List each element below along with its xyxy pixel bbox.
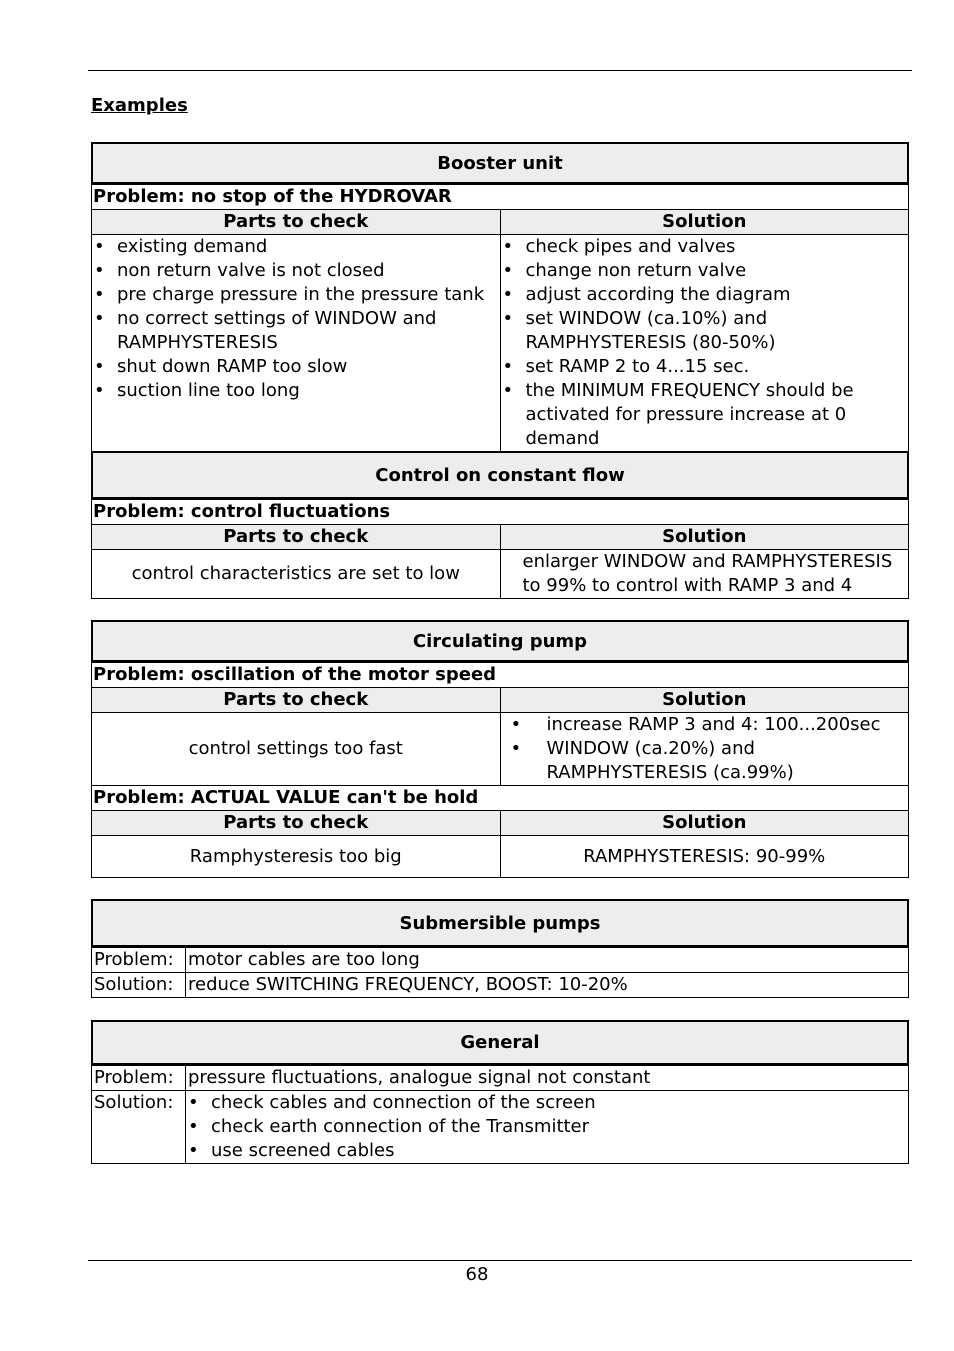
general-table: [91, 1020, 909, 1164]
list-item: • suction line too long: [94, 379, 498, 403]
examples-heading: Examples: [91, 95, 188, 116]
list-item: • pre charge pressure in the pressure tank: [94, 283, 498, 307]
list-item: • change non return valve: [503, 259, 907, 283]
circ-problem-1: Problem: oscillation of the motor speed: [92, 663, 909, 688]
booster-parts-header: Parts to check: [92, 210, 501, 235]
general-problem: pressure fluctuations, analogue signal not constant: [186, 1066, 909, 1091]
circ-part-2: Ramphysteresis too big: [92, 836, 501, 878]
submersible-pumps-title: Submersible pumps: [91, 899, 909, 947]
general-problem-label: Problem:: [92, 1066, 186, 1091]
list-item: • set WINDOW (ca.10%) and RAMPHYSTERESIS (80-50%): [503, 307, 907, 355]
top-rule: [88, 70, 912, 71]
list-item: • non return valve is not closed: [94, 259, 498, 283]
list-item: • increase RAMP 3 and 4: 100...200sec: [503, 713, 907, 737]
list-item: • set RAMP 2 to 4...15 sec.: [503, 355, 907, 379]
sub-solution: reduce SWITCHING FREQUENCY, BOOST: 10-20%: [186, 973, 909, 998]
circulating-pump-table: [91, 620, 909, 878]
flow-parts-header: Parts to check: [92, 525, 501, 550]
circ-problem-2: Problem: ACTUAL VALUE can't be hold: [92, 786, 909, 811]
list-item: • existing demand: [94, 235, 498, 259]
list-item: • check pipes and valves: [503, 235, 907, 259]
flow-part: control characteristics are set to low: [92, 550, 501, 599]
constant-flow-title: Control on constant flow: [91, 451, 909, 499]
sub-problem-label: Problem:: [92, 948, 186, 973]
general-title: General: [91, 1020, 909, 1065]
circ-parts-header-2: Parts to check: [92, 811, 501, 836]
list-item: • adjust according the diagram: [503, 283, 907, 307]
list-item: • WINDOW (ca.20%) and RAMPHYSTERESIS (ca.99%): [503, 737, 907, 785]
circ-solutions-list: [503, 713, 907, 785]
booster-problem: Problem: no stop of the HYDROVAR: [92, 185, 909, 210]
list-item: • no correct settings of WINDOW and RAMPHYSTERESIS: [94, 307, 498, 355]
constant-flow-table: [91, 451, 909, 599]
flow-solution-header: Solution: [500, 525, 909, 550]
general-solutions-list: [188, 1091, 906, 1163]
bottom-rule: [88, 1260, 912, 1261]
submersible-pumps-table: [91, 899, 909, 998]
list-item: • the MINIMUM FREQUENCY should be activated for pressure increase at 0 demand: [503, 379, 907, 451]
circ-solution-header-2: Solution: [500, 811, 909, 836]
booster-solutions-list: [503, 235, 907, 451]
booster-parts-list: [94, 235, 498, 403]
flow-solution: enlarger WINDOW and RAMPHYSTERESIS to 99% to control with RAMP 3 and 4: [500, 550, 909, 599]
booster-unit-table: [91, 142, 909, 452]
circ-solution-2: RAMPHYSTERESIS: 90-99%: [500, 836, 909, 878]
circ-part-1: control settings too fast: [92, 713, 501, 786]
circ-parts-header-1: Parts to check: [92, 688, 501, 713]
general-solution-label: Solution:: [92, 1091, 186, 1164]
sub-problem: motor cables are too long: [186, 948, 909, 973]
booster-solution-header: Solution: [500, 210, 909, 235]
flow-problem: Problem: control fluctuations: [92, 500, 909, 525]
circulating-pump-title: Circulating pump: [91, 620, 909, 662]
booster-unit-title: Booster unit: [91, 142, 909, 184]
list-item: • check earth connection of the Transmitter: [188, 1115, 906, 1139]
sub-solution-label: Solution:: [92, 973, 186, 998]
page-number: 68: [465, 1264, 489, 1285]
circ-solution-header-1: Solution: [500, 688, 909, 713]
list-item: • check cables and connection of the screen: [188, 1091, 906, 1115]
list-item: • use screened cables: [188, 1139, 906, 1163]
list-item: • shut down RAMP too slow: [94, 355, 498, 379]
